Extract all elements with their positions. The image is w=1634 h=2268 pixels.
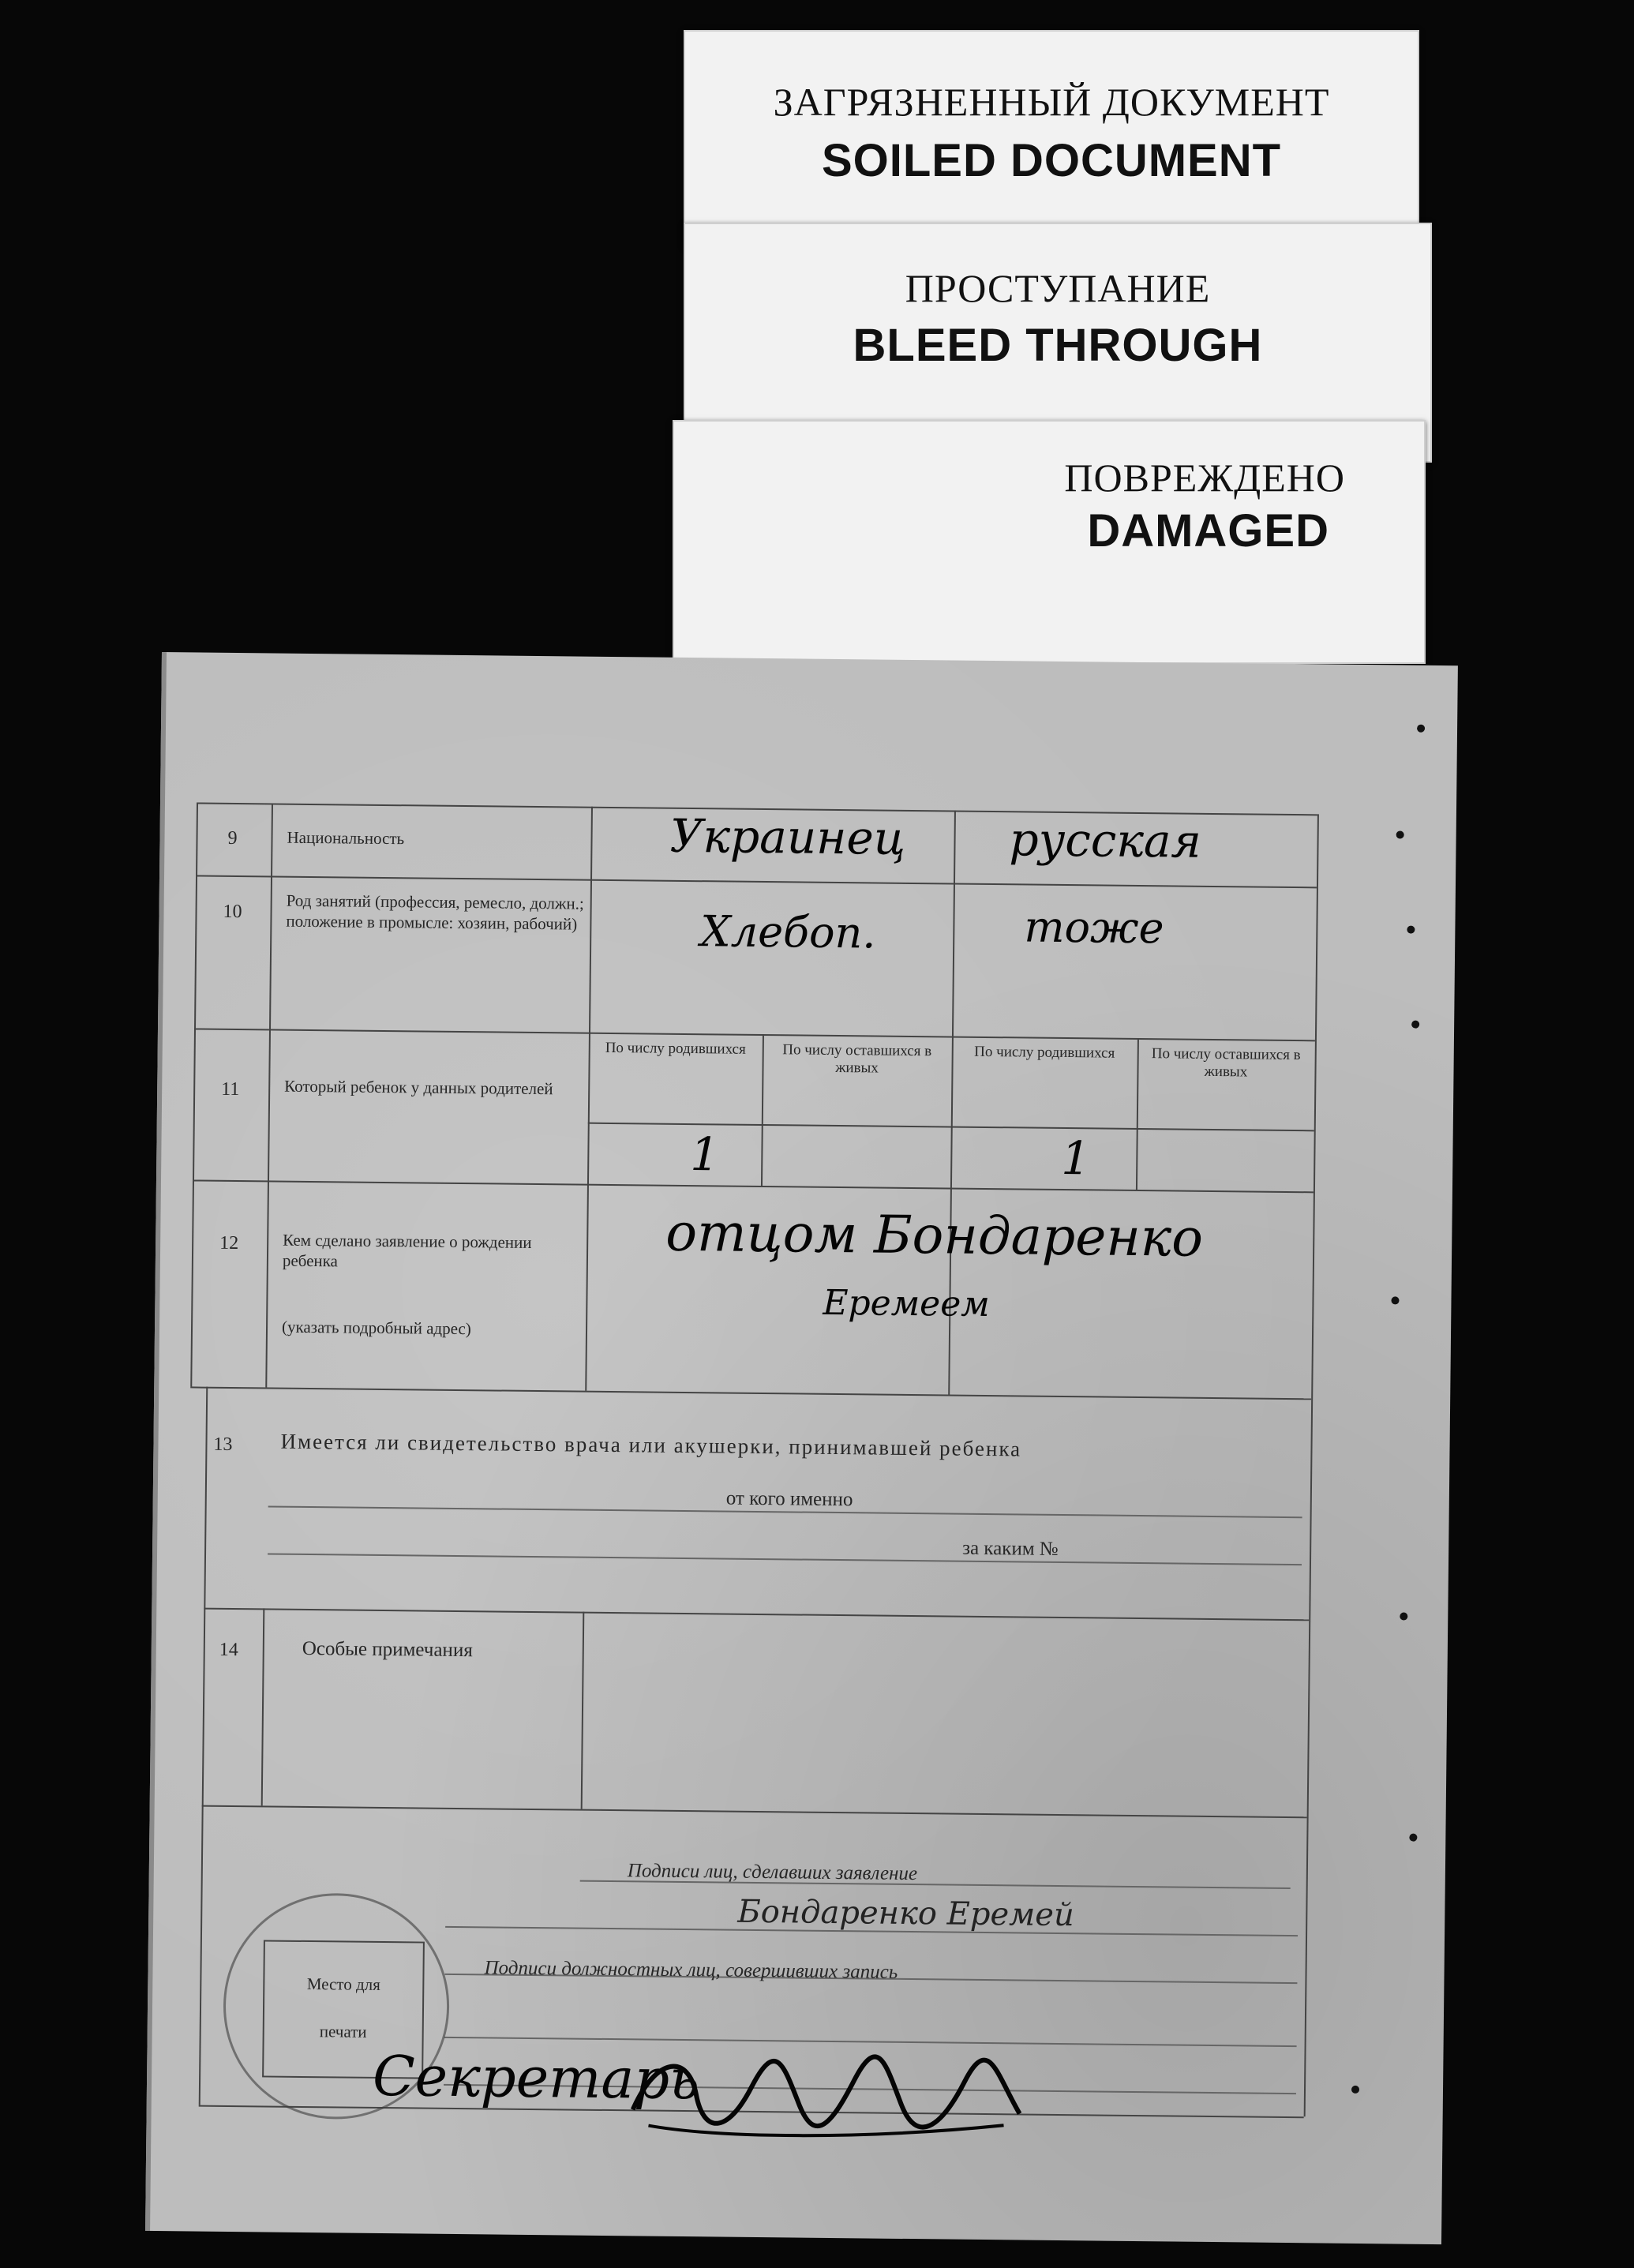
nationality-label: Национальность xyxy=(287,827,405,849)
record-form xyxy=(183,802,1365,2112)
birth-record-page xyxy=(145,652,1458,2244)
declarant-name: отцом Бондаренко xyxy=(665,1201,1204,1269)
father-nationality: Украинец xyxy=(669,808,906,865)
bleed-tag-ru: ПРОСТУПАНИЕ xyxy=(905,266,1211,310)
secretary-signature: Секретарь xyxy=(372,2043,700,2112)
punch-hole xyxy=(1391,1296,1399,1304)
soiled-tag-en: SOILED DOCUMENT xyxy=(821,135,1282,186)
official-signatures-label: Подписи должностных лиц, совершивших запись xyxy=(484,1957,898,1983)
soiled-tag-ru: ЗАГРЯЗНЕННЫЙ ДОКУМЕНТ xyxy=(773,80,1330,124)
declarant-signatures-label: Подписи лиц, сделавших заявление xyxy=(627,1860,918,1885)
row-number: 12 xyxy=(219,1232,239,1254)
punch-hole xyxy=(1351,2086,1359,2094)
row-number: 10 xyxy=(223,901,242,923)
damaged-tag-en: DAMAGED xyxy=(1087,505,1329,557)
number-label: за каким № xyxy=(962,1537,1059,1560)
damaged-tag-ru: ПОВРЕЖДЕНО xyxy=(1064,455,1345,500)
declarant-address-label: (указать подробный адрес) xyxy=(281,1317,471,1339)
from-whom-label: от кого именно xyxy=(725,1487,853,1511)
row-number: 9 xyxy=(227,827,238,849)
seal-label-2: печати xyxy=(319,2022,367,2041)
child-order-value-1: 1 xyxy=(690,1127,720,1182)
mother-occupation: тоже xyxy=(1024,902,1164,954)
punch-hole xyxy=(1411,1021,1419,1029)
mother-nationality: русская xyxy=(1009,812,1202,868)
doctor-certificate-label: Имеется ли свидетельство врача или акушерки, принимавшей ребенка xyxy=(280,1429,1022,1461)
mother-born-header: По числу родившихся xyxy=(974,1043,1115,1062)
punch-hole xyxy=(1409,1834,1417,1842)
declarant-signature: Бондаренко Еремей xyxy=(737,1893,1074,1934)
seal-label-1: Место для xyxy=(306,1974,380,1994)
punch-hole xyxy=(1400,1612,1407,1620)
mother-living-header: По числу оставшихся в живых xyxy=(1151,1045,1301,1081)
damaged-tag xyxy=(673,420,1426,664)
declarant-first-name: Еремеем xyxy=(823,1282,991,1325)
father-living-header: По числу оставшихся в живых xyxy=(782,1041,932,1077)
row-number: 11 xyxy=(221,1078,240,1100)
child-order-value-3: 1 xyxy=(1060,1130,1091,1186)
punch-hole xyxy=(1407,926,1415,934)
bleed-tag-en: BLEED THROUGH xyxy=(853,320,1263,371)
punch-hole xyxy=(1396,830,1404,838)
father-born-header: По числу родившихся xyxy=(605,1039,746,1058)
row-number: 14 xyxy=(219,1639,238,1661)
special-notes-label: Особые примечания xyxy=(302,1637,473,1662)
child-order-label: Который ребенок у данных родителей xyxy=(284,1076,553,1099)
occupation-label: Род занятий (профессия, ремесло, должн.; положение в промысле: хозяин, рабочий) xyxy=(286,890,584,934)
soiled-document-tag xyxy=(684,30,1419,246)
father-occupation: Хлебоп. xyxy=(700,906,876,958)
row-number: 13 xyxy=(213,1434,233,1455)
official-signature-scribble xyxy=(624,2046,1036,2153)
declarant-label: Кем сделано заявление о рождении ребенка xyxy=(282,1230,532,1271)
punch-hole xyxy=(1417,725,1425,733)
